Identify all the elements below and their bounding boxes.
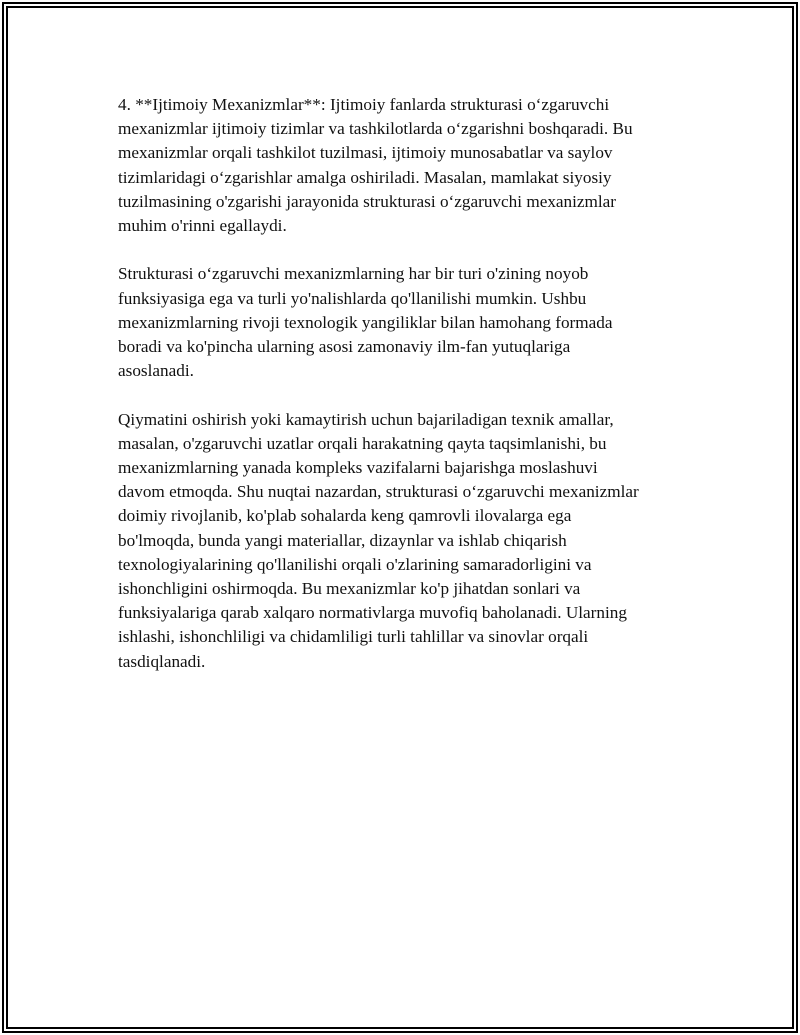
document-body [118, 93, 688, 698]
paragraph-social-mechanisms: 4. **Ijtimoiy Mexanizmlar**: Ijtimoiy fanlarda strukturasi o‘zgaruvchi mexanizmlar ijtimoiy tizimlar va tashkilotlarda o‘zgarishni boshqaradi. Bu mexanizmlar orqali tashkilot tuzilmasi, ijtimoiy munosabatlar va saylov tizimlaridagi o‘zgarishlar amalga oshiriladi. Masalan, mamlakat siyosiy tuzilmasining o'zgarishi jarayonida strukturasi o‘zgaruvchi mexanizmlar muhim o'rinni egallaydi. [118, 95, 633, 236]
paragraph-technical-operations: Qiymatini oshirish yoki kamaytirish uchun bajariladigan texnik amallar, masalan, o'zgaruvchi uzatlar orqali harakatning qayta taqsimlanishi, bu mexanizmlarning yanada kompleks vazifalarni bajarishga moslashuvi davom etmoqda. Shu nuqtai nazardan, strukturasi o‘zgaruvchi mexanizmlar doimiy rivojlanib, ko'plab sohalarda keng qamrovli ilovalarga ega bo'lmoqda, bunda yangi materiallar, dizaynlar va ishlab chiqarish texnologiyalarining qo'llanilishi orqali o'zlarining samaradorligini va ishonchligini oshirmoqda. Bu mexanizmlar ko'p jihatdan sonlari va funksiyalariga qarab xalqaro normativlarga muvofiq baholanadi. Ularning ishlashi, ishonchliligi va chidamliligi turli tahlillar va sinovlar orqali tasdiqlanadi. [118, 409, 639, 671]
paragraph-mechanism-types: Strukturasi o‘zgaruvchi mexanizmlarning har bir turi o'zining noyob funksiyasiga ega va turli yo'nalishlarda qo'llanilishi mumkin. Ushbu mexanizmlarning rivoji texnologik yangiliklar bilan hamohang formada boradi va ko'pincha ularning asosi zamonaviy ilm-fan yutuqlariga asoslanadi. [118, 264, 613, 381]
